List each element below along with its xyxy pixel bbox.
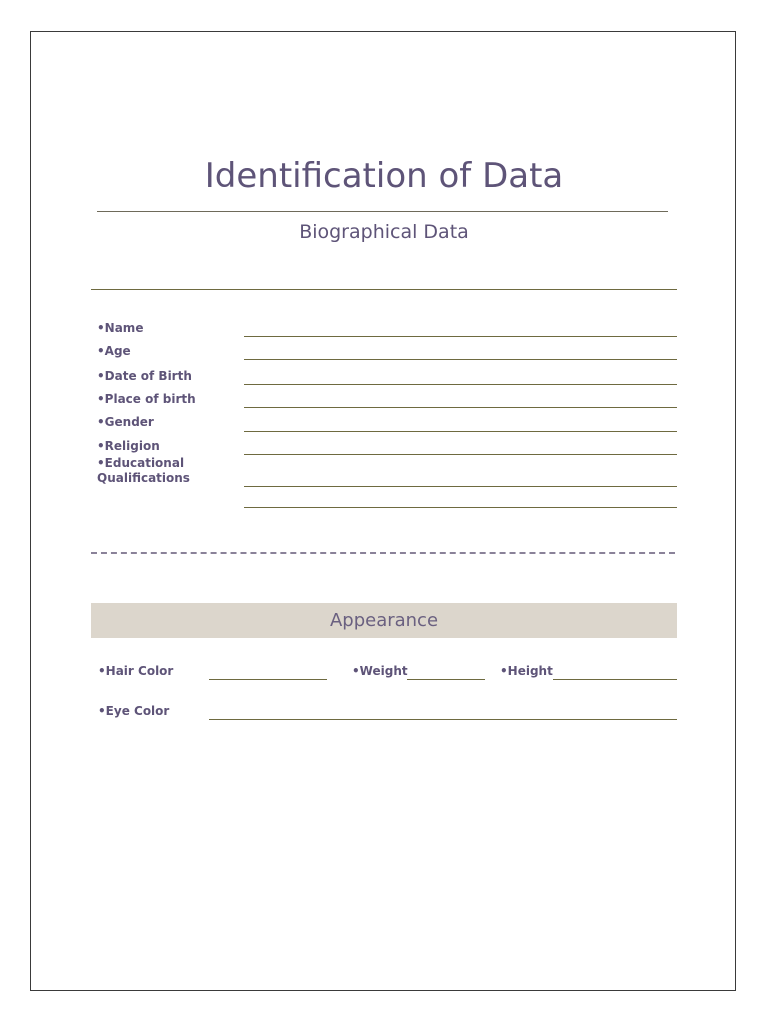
place-of-birth-field[interactable] bbox=[244, 407, 677, 408]
appearance-header bbox=[91, 603, 677, 638]
age-label: •Age bbox=[97, 344, 131, 358]
eye-color-label: •Eye Color bbox=[98, 704, 170, 718]
name-field[interactable] bbox=[244, 336, 677, 337]
place-of-birth-label: •Place of birth bbox=[97, 392, 196, 406]
weight-field[interactable] bbox=[407, 679, 485, 680]
educational-qualifications-field-2[interactable] bbox=[244, 507, 677, 508]
date-of-birth-field[interactable] bbox=[244, 384, 677, 385]
date-of-birth-label: •Date of Birth bbox=[97, 369, 192, 383]
height-label: •Height bbox=[500, 664, 553, 678]
title-divider bbox=[97, 211, 668, 212]
section-divider bbox=[91, 289, 677, 290]
appearance-title: Appearance bbox=[329, 610, 439, 631]
religion-label: •Religion bbox=[97, 439, 160, 453]
gender-field[interactable] bbox=[244, 431, 677, 432]
name-label: •Name bbox=[97, 321, 144, 335]
weight-label: •Weight bbox=[352, 664, 408, 678]
document-title: Identification of Data bbox=[204, 156, 564, 196]
age-field[interactable] bbox=[244, 359, 677, 360]
hair-color-field[interactable] bbox=[209, 679, 327, 680]
educational-qualifications-label-line1: •Educational bbox=[97, 456, 185, 470]
educational-qualifications-field-1[interactable] bbox=[244, 486, 677, 487]
dashed-divider bbox=[91, 552, 675, 554]
hair-color-label: •Hair Color bbox=[98, 664, 174, 678]
gender-label: •Gender bbox=[97, 415, 154, 429]
educational-qualifications-label-line2: Qualifications bbox=[97, 471, 190, 485]
section-subtitle: Biographical Data bbox=[299, 221, 469, 243]
height-field[interactable] bbox=[553, 679, 677, 680]
religion-field[interactable] bbox=[244, 454, 677, 455]
eye-color-field[interactable] bbox=[209, 719, 677, 720]
